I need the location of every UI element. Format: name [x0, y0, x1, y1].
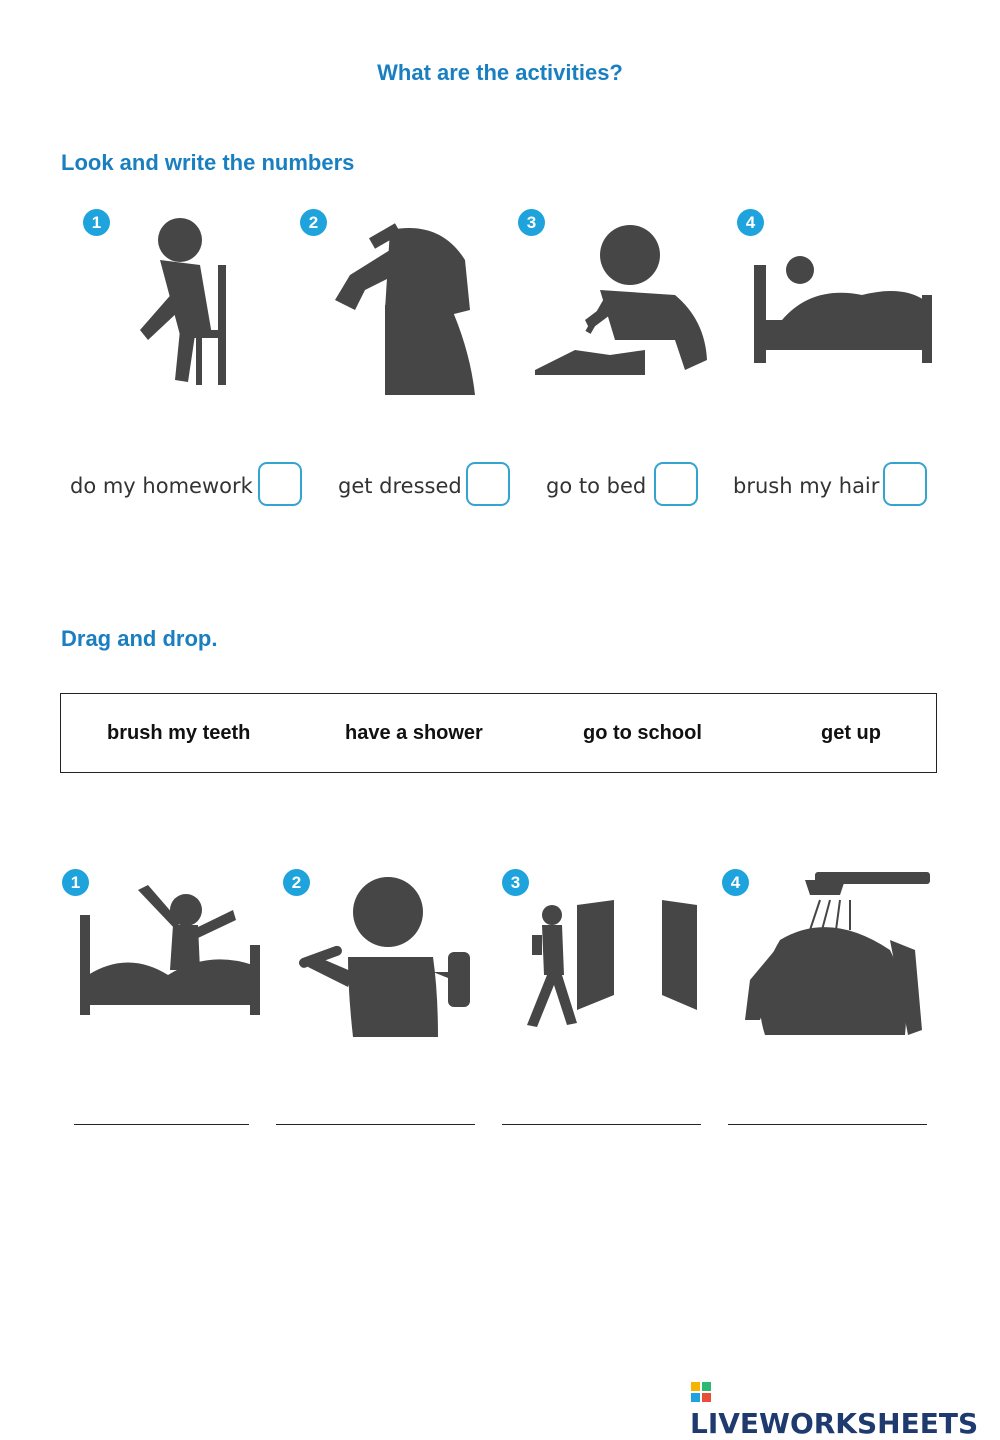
number-badge-5: 1: [62, 869, 89, 896]
logo-text: LIVEWORKSHEETS: [690, 1407, 979, 1440]
number-badge-4: 4: [737, 209, 764, 236]
drag-word-3[interactable]: go to school: [583, 722, 702, 744]
drag-word-4[interactable]: get up: [821, 722, 881, 744]
go-to-bed-picture: [752, 250, 937, 365]
getting-dressed-picture: [130, 210, 250, 390]
number-badge-6: 2: [283, 869, 310, 896]
page-title: What are the activities?: [377, 60, 623, 85]
liveworksheets-logo: [690, 1374, 1000, 1440]
number-badge-1: 1: [83, 209, 110, 236]
answer-box-4[interactable]: [883, 462, 927, 506]
answer-line-2[interactable]: [276, 1124, 475, 1125]
word-label-3: go to bed: [546, 474, 647, 498]
word-label-4: brush my hair: [733, 474, 880, 498]
have-shower-picture: [740, 870, 930, 1040]
drag-word-1[interactable]: brush my teeth: [107, 722, 251, 744]
answer-line-1[interactable]: [74, 1124, 249, 1125]
brush-teeth-picture: [298, 872, 483, 1037]
go-to-school-picture: [522, 895, 702, 1030]
answer-box-2[interactable]: [466, 462, 510, 506]
logo-grid-icon: [690, 1381, 714, 1403]
answer-line-4[interactable]: [728, 1124, 927, 1125]
get-up-picture: [78, 880, 263, 1020]
answer-box-1[interactable]: [258, 462, 302, 506]
number-badge-2: 2: [300, 209, 327, 236]
drag-word-2[interactable]: have a shower: [345, 722, 483, 744]
section2-heading: Drag and drop.: [61, 626, 218, 651]
number-badge-8: 4: [722, 869, 749, 896]
answer-line-3[interactable]: [502, 1124, 701, 1125]
section1-heading: Look and write the numbers: [61, 150, 355, 175]
homework-picture: [535, 220, 715, 380]
number-badge-3: 3: [518, 209, 545, 236]
word-bank: [60, 693, 937, 773]
word-label-1: do my homework: [70, 474, 253, 498]
answer-box-3[interactable]: [654, 462, 698, 506]
word-label-2: get dressed: [338, 474, 462, 498]
number-badge-7: 3: [502, 869, 529, 896]
brushing-hair-picture: [330, 220, 480, 395]
